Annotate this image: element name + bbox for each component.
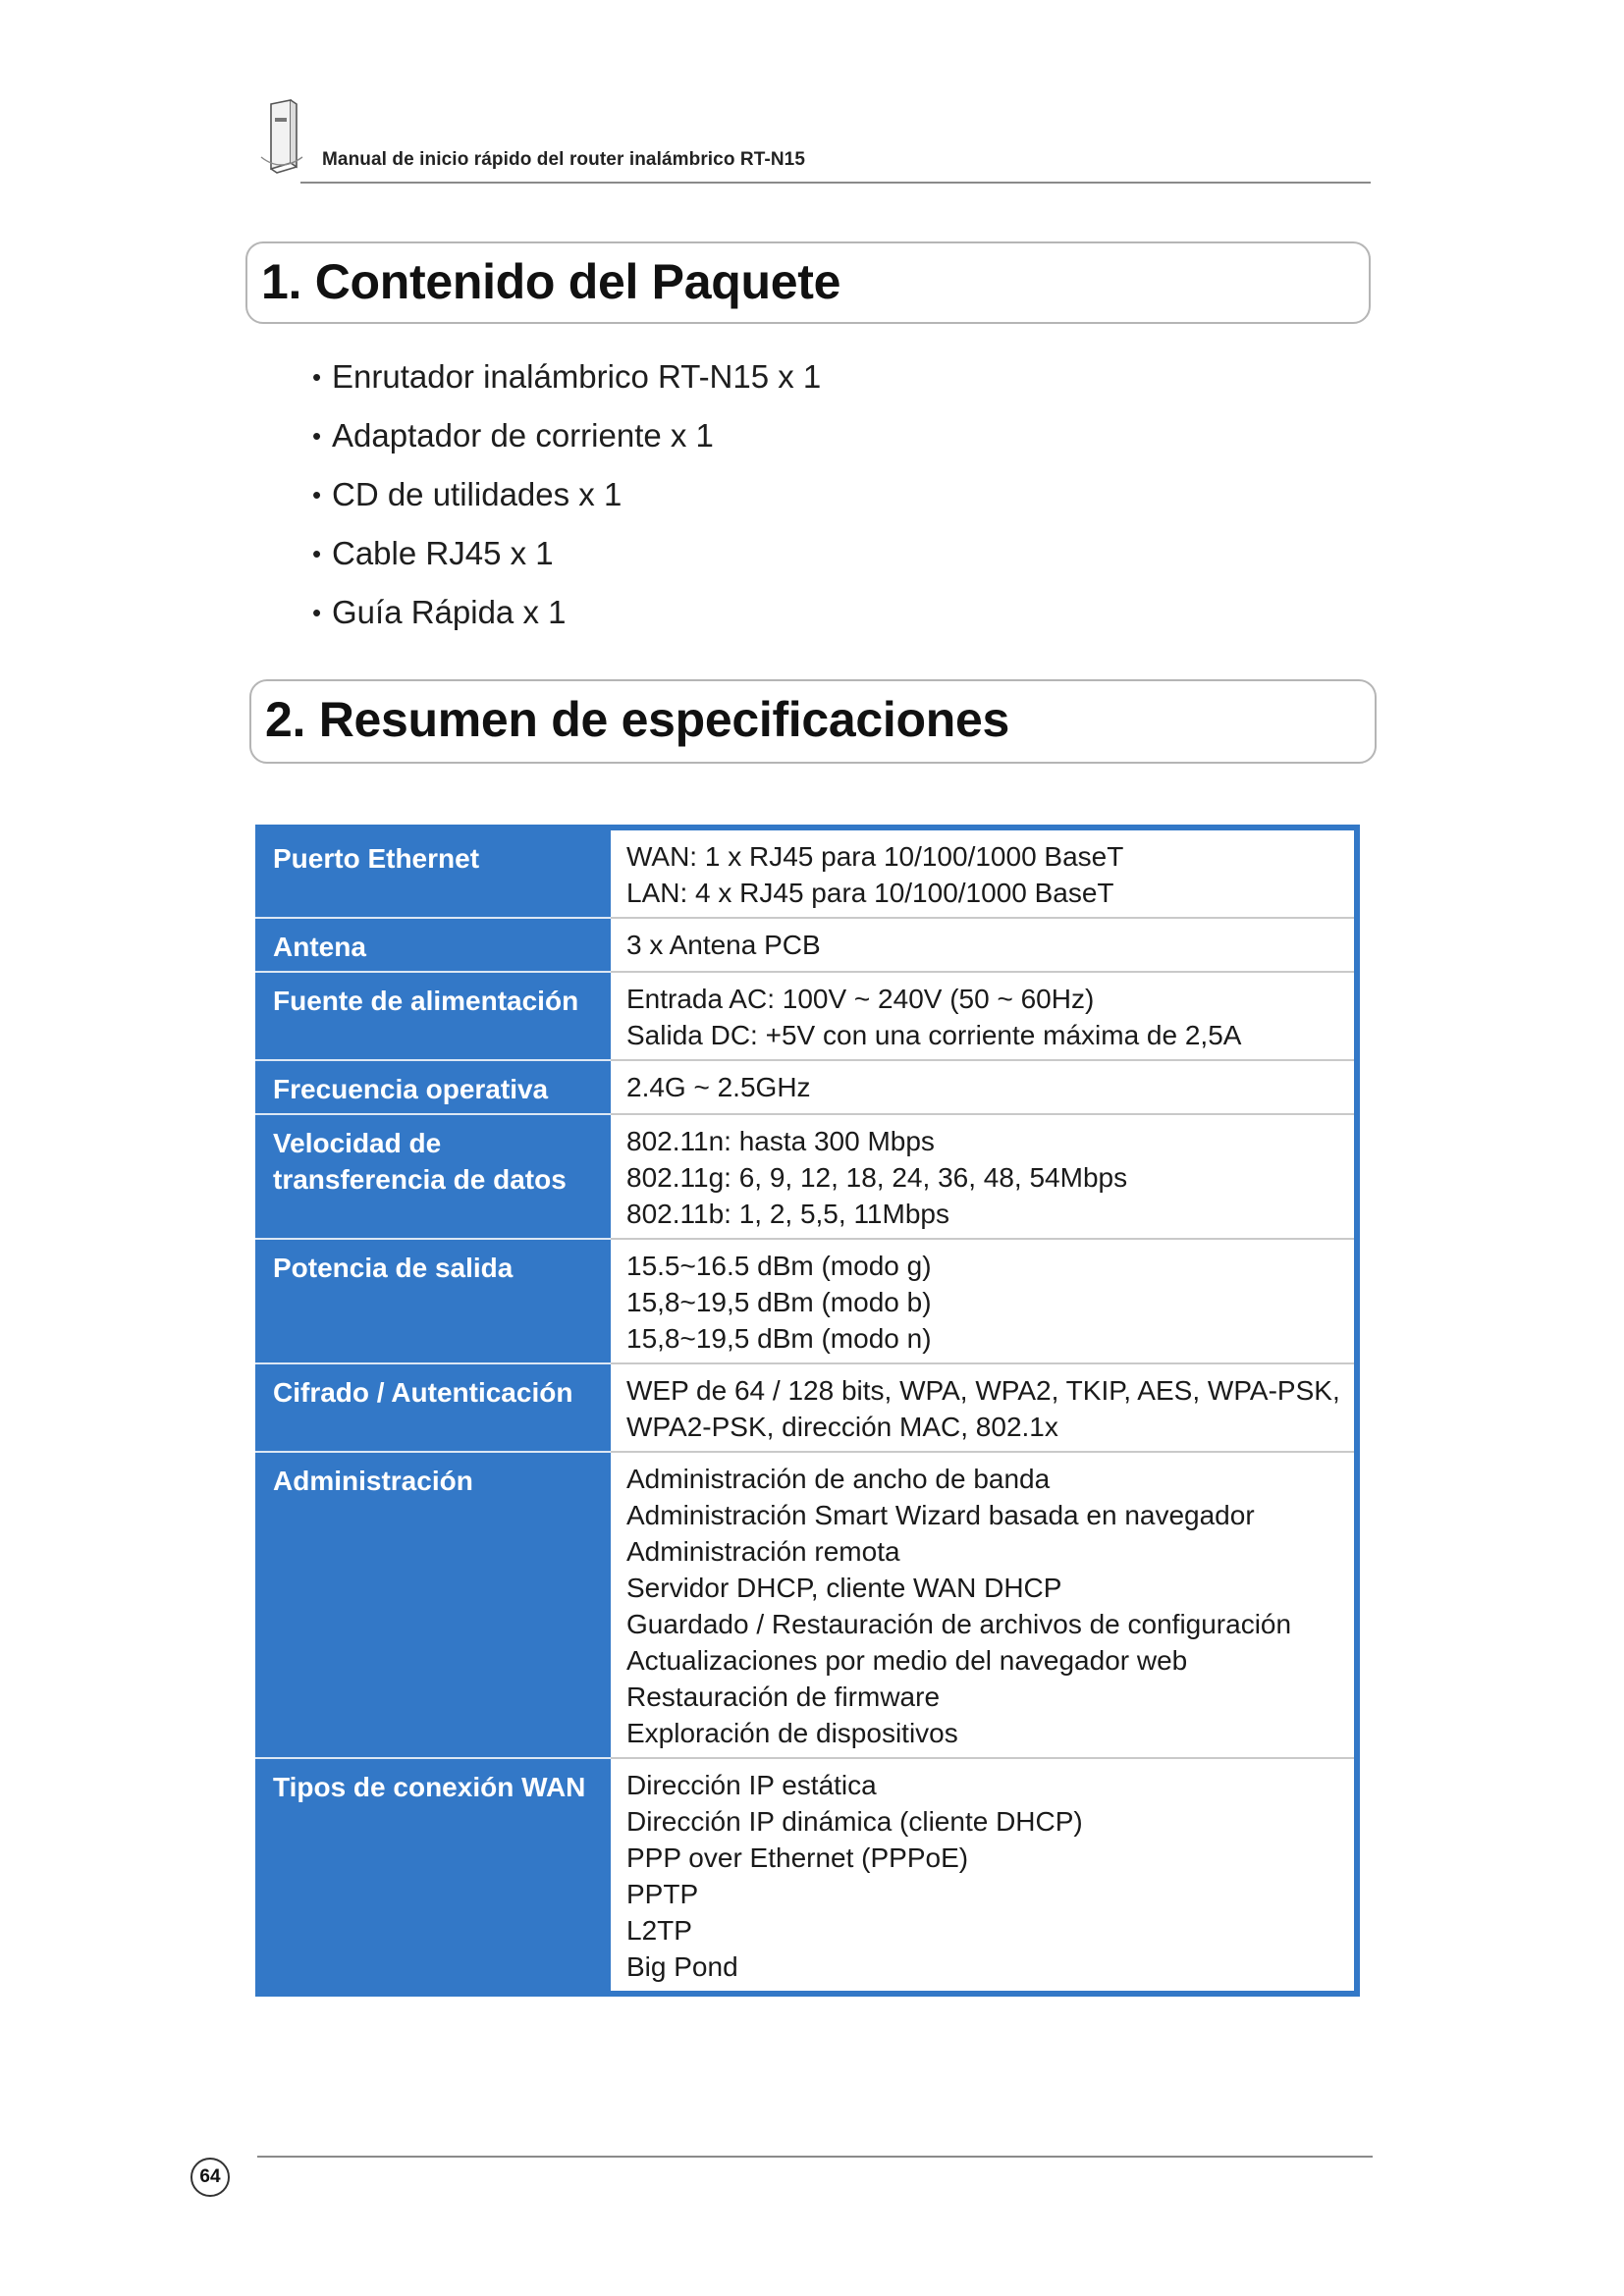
page-header xyxy=(257,90,1371,185)
table-row xyxy=(255,918,1354,972)
spec-value xyxy=(611,1758,1354,1991)
spec-value xyxy=(611,1114,1354,1239)
spec-value xyxy=(611,1452,1354,1758)
spec-value-line: Dirección IP estática xyxy=(626,1770,877,1800)
spec-label: Frecuencia operativa xyxy=(255,1060,611,1114)
spec-label: Potencia de salida xyxy=(255,1239,611,1363)
section-package-heading xyxy=(245,241,1371,324)
spec-label: Antena xyxy=(255,918,611,972)
spec-value-line: 15,8~19,5 dBm (modo n) xyxy=(626,1323,932,1354)
list-item: • Guía Rápida x 1 xyxy=(312,587,821,646)
spec-value-line: Restauración de firmware xyxy=(626,1682,941,1712)
spec-value-line: Servidor DHCP, cliente WAN DHCP xyxy=(626,1573,1062,1603)
spec-value-line: Guardado / Restauración de archivos de configuración xyxy=(626,1609,1292,1639)
spec-value-line: Exploración de dispositivos xyxy=(626,1718,958,1748)
spec-value-line: Dirección IP dinámica (cliente DHCP) xyxy=(626,1806,1083,1837)
table-row xyxy=(255,972,1354,1060)
spec-value-line: WPA2-PSK, dirección MAC, 802.1x xyxy=(626,1412,1058,1442)
list-item: • CD de utilidades x 1 xyxy=(312,469,821,528)
spec-value xyxy=(611,830,1354,918)
spec-value-line: Big Pond xyxy=(626,1951,738,1982)
spec-value-line: PPTP xyxy=(626,1879,699,1909)
table-row xyxy=(255,1363,1354,1452)
section-package-title: 1. Contenido del Paquete xyxy=(261,254,841,309)
spec-value-line: WAN: 1 x RJ45 para 10/100/1000 BaseT xyxy=(626,841,1124,872)
spec-value-line: Salida DC: +5V con una corriente máxima de 2,5A xyxy=(626,1020,1242,1050)
spec-value-line: Administración remota xyxy=(626,1536,900,1567)
bullet-icon: • xyxy=(312,421,322,451)
spec-value-line: PPP over Ethernet (PPPoE) xyxy=(626,1842,969,1873)
router-icon xyxy=(257,98,304,175)
spec-value-line: Administración de ancho de banda xyxy=(626,1464,1051,1494)
list-item: • Enrutador inalámbrico RT-N15 x 1 xyxy=(312,351,821,410)
table-row xyxy=(255,1758,1354,1991)
spec-value xyxy=(611,1363,1354,1452)
header-divider xyxy=(300,182,1371,184)
table-row xyxy=(255,1114,1354,1239)
page-number: 64 xyxy=(190,2158,230,2197)
bullet-icon: • xyxy=(312,598,322,627)
spec-value-line: 2.4G ~ 2.5GHz xyxy=(626,1072,811,1102)
spec-value xyxy=(611,1239,1354,1363)
spec-value xyxy=(611,972,1354,1060)
bullet-icon: • xyxy=(312,362,322,392)
package-contents-list xyxy=(312,351,821,646)
spec-value-line: WEP de 64 / 128 bits, WPA, WPA2, TKIP, AES, WPA-PSK, xyxy=(626,1375,1340,1406)
section-specs-heading xyxy=(249,679,1377,764)
spec-value-line: 802.11n: hasta 300 Mbps xyxy=(626,1126,935,1156)
section-specs-title: 2. Resumen de especificaciones xyxy=(265,692,1010,747)
manual-title: Manual de inicio rápido del router inalámbrico RT-N15 xyxy=(322,149,805,170)
spec-value-line: 802.11g: 6, 9, 12, 18, 24, 36, 48, 54Mbps xyxy=(626,1162,1128,1193)
spec-value-line: 15.5~16.5 dBm (modo g) xyxy=(626,1251,932,1281)
list-item: • Adaptador de corriente x 1 xyxy=(312,410,821,469)
spec-value-line: 15,8~19,5 dBm (modo b) xyxy=(626,1287,932,1317)
spec-value-line: L2TP xyxy=(626,1915,692,1946)
spec-value-line: Actualizaciones por medio del navegador web xyxy=(626,1645,1188,1676)
spec-label: Cifrado / Autenticación xyxy=(255,1363,611,1452)
table-row xyxy=(255,1239,1354,1363)
spec-value-line: 802.11b: 1, 2, 5,5, 11Mbps xyxy=(626,1199,949,1229)
footer-divider xyxy=(257,2156,1373,2158)
spec-label: Administración xyxy=(255,1452,611,1758)
spec-value-line: Entrada AC: 100V ~ 240V (50 ~ 60Hz) xyxy=(626,984,1095,1014)
spec-value-line: Administración Smart Wizard basada en navegador xyxy=(626,1500,1255,1530)
specs-table xyxy=(255,825,1360,1997)
spec-value-line: LAN: 4 x RJ45 para 10/100/1000 BaseT xyxy=(626,878,1114,908)
spec-value xyxy=(611,1060,1354,1114)
spec-label: Fuente de alimentación xyxy=(255,972,611,1060)
spec-label: Puerto Ethernet xyxy=(255,830,611,918)
spec-label: Tipos de conexión WAN xyxy=(255,1758,611,1991)
bullet-icon: • xyxy=(312,480,322,509)
table-row xyxy=(255,830,1354,918)
table-row xyxy=(255,1060,1354,1114)
table-row xyxy=(255,1452,1354,1758)
spec-label: Velocidad de transferencia de datos xyxy=(255,1114,611,1239)
spec-value-line: 3 x Antena PCB xyxy=(626,930,821,960)
list-item: • Cable RJ45 x 1 xyxy=(312,528,821,587)
bullet-icon: • xyxy=(312,539,322,568)
spec-value xyxy=(611,918,1354,972)
